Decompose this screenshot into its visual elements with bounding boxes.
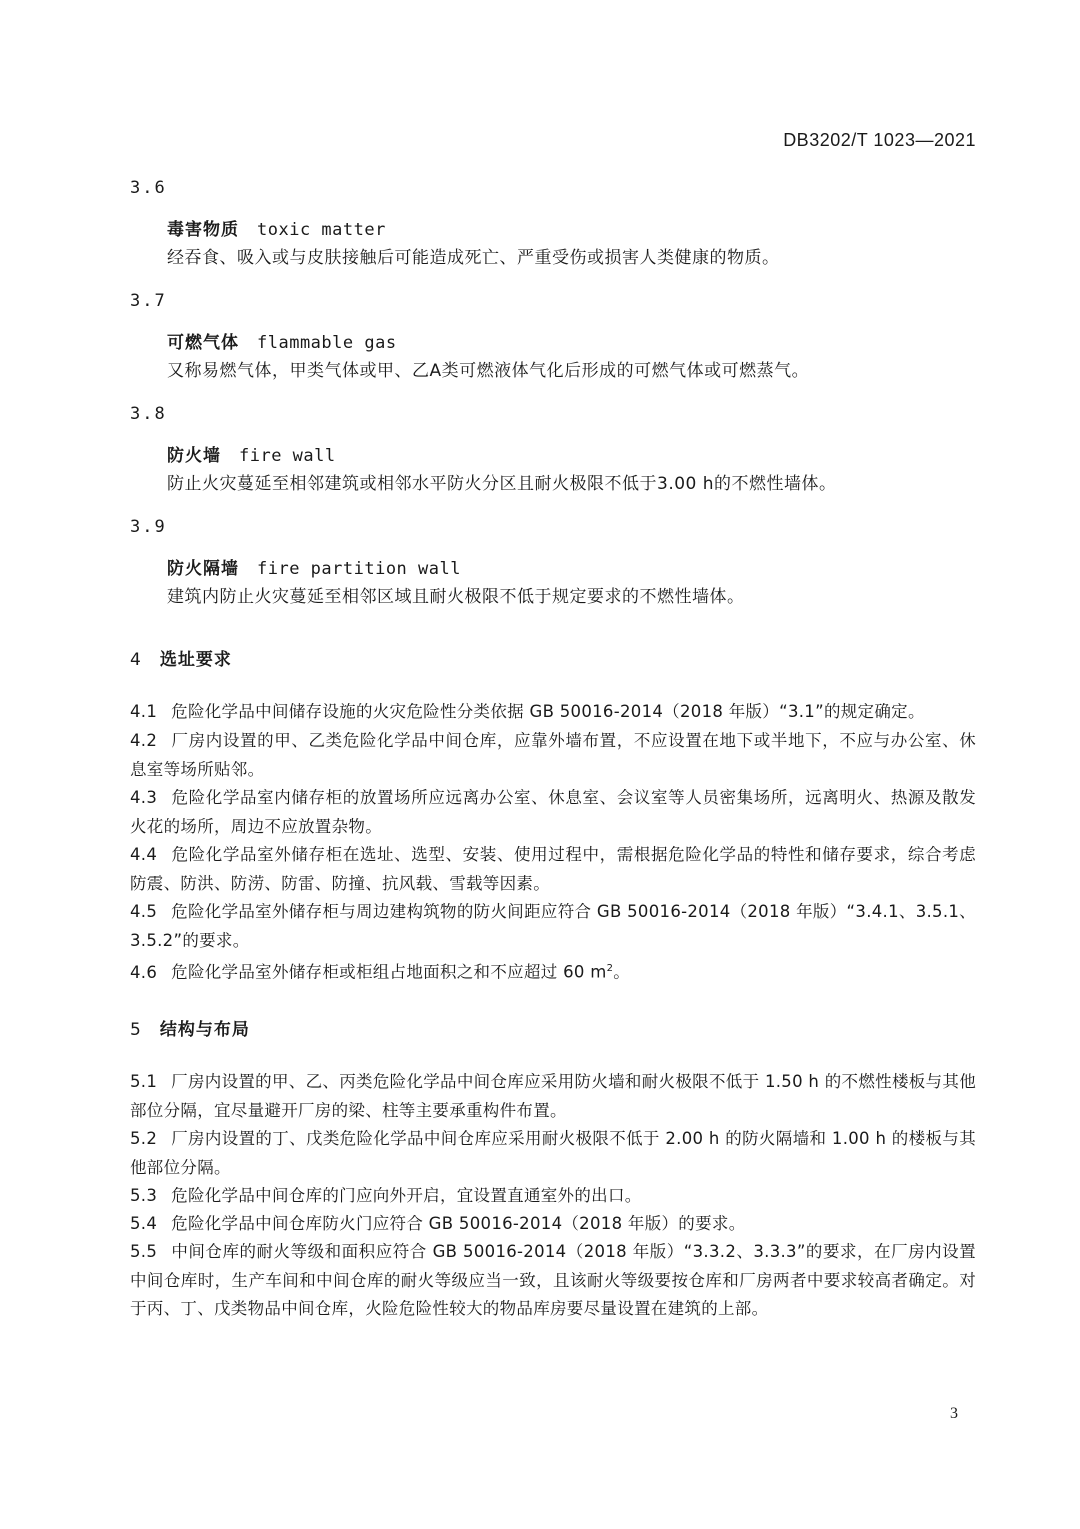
- term-definition: 经吞食、吸入或与皮肤接触后可能造成死亡、严重受伤或损害人类健康的物质。: [167, 248, 780, 268]
- clause-number: 4.1: [130, 702, 158, 721]
- chapter-heading: [130, 1015, 250, 1040]
- term-title-en: fire partition wall: [257, 559, 461, 579]
- term-definition: 防止火灾蔓延至相邻建筑或相邻水平防火分区且耐火极限不低于3.00 h的不燃性墙体。: [167, 474, 837, 494]
- clause-text: 危险化学品中间仓库的门应向外开启，宜设置直通室外的出口。: [171, 1186, 642, 1205]
- clause-text: 厂房内设置的丁、戊类危险化学品中间仓库应采用耐火极限不低于 2.00 h 的防火隔墙和 1.00 h 的楼板与其他部位分隔。: [130, 1129, 976, 1177]
- clause-text: 危险化学品中间仓库防火门应符合 GB 50016-2014（2018 年版）的要求。: [171, 1214, 746, 1233]
- clause: [130, 784, 976, 841]
- clause: [130, 1238, 976, 1324]
- term-title: [167, 329, 397, 357]
- clause: [130, 1125, 976, 1182]
- clause: [130, 898, 976, 955]
- chapter-title: 结构与布局: [159, 1020, 250, 1040]
- term-title-zh: 防火隔墙: [167, 559, 239, 579]
- chapter-number: 5: [130, 1020, 142, 1040]
- clause-number: 5.2: [130, 1129, 158, 1148]
- clause-number: 4.5: [130, 902, 158, 921]
- term-title: [167, 442, 336, 470]
- clause-number: 4.2: [130, 731, 158, 750]
- term-title: [167, 555, 461, 583]
- clause-text: 厂房内设置的甲、乙、丙类危险化学品中间仓库应采用防火墙和耐火极限不低于 1.50 h 的不燃性楼板与其他部位分隔，宜尽量避开厂房的梁、柱等主要承重构件布置。: [130, 1072, 976, 1120]
- clause-number: 4.4: [130, 845, 158, 864]
- term-title-zh: 可燃气体: [167, 333, 239, 353]
- chapter-number: 4: [130, 650, 142, 670]
- clause: [130, 698, 976, 727]
- clause-number: 5.1: [130, 1072, 158, 1091]
- term-number: 3.9: [130, 517, 167, 537]
- term-definition: 建筑内防止火灾蔓延至相邻区域且耐火极限不低于规定要求的不燃性墙体。: [167, 587, 745, 607]
- clause-number: 5.3: [130, 1186, 158, 1205]
- clause-text: 危险化学品室外储存柜与周边建构筑物的防火间距应符合 GB 50016-2014（2018 年版）“3.4.1、3.5.1、3.5.2”的要求。: [130, 902, 976, 950]
- clause-text: 中间仓库的耐火等级和面积应符合 GB 50016-2014（2018 年版）“3.3.2、3.3.3”的要求，在厂房内设置中间仓库时，生产车间和中间仓库的耐火等级应当一致，且该耐火等级要按仓库和厂房两者中要求较高者确定。对于丙、丁、戊类物品中间仓库，火险危险性较大的物品库房要尽量设置在建筑的上部。: [130, 1242, 976, 1318]
- term-number: 3.7: [130, 291, 167, 311]
- clause-number: 4.3: [130, 788, 158, 807]
- term-number: 3.8: [130, 404, 167, 424]
- term-title-en: flammable gas: [257, 333, 397, 353]
- term-number: 3.6: [130, 178, 167, 198]
- term-title-zh: 毒害物质: [167, 220, 239, 240]
- clause-text: 危险化学品中间储存设施的火灾危险性分类依据 GB 50016-2014（2018 年版）“3.1”的规定确定。: [171, 702, 925, 721]
- document-code: DB3202/T 1023—2021: [783, 130, 976, 150]
- term-title: [167, 216, 386, 244]
- clause: [130, 1182, 976, 1211]
- term-title-zh: 防火墙: [167, 446, 221, 466]
- clause-text: 厂房内设置的甲、乙类危险化学品中间仓库，应靠外墙布置，不应设置在地下或半地下，不应与办公室、休息室等场所贴邻。: [130, 731, 976, 779]
- clause: [130, 841, 976, 898]
- clause-text: 危险化学品室外储存柜或柜组占地面积之和不应超过 60 m: [171, 962, 607, 982]
- clause-number: 4.6: [130, 962, 158, 982]
- clause-text-end: 。: [613, 962, 631, 982]
- clause-text: 危险化学品室外储存柜在选址、选型、安装、使用过程中，需根据危险化学品的特性和储存要求，综合考虑防震、防洪、防涝、防雷、防撞、抗风载、雪载等因素。: [130, 845, 976, 893]
- chapter-heading: [130, 645, 232, 670]
- chapter-title: 选址要求: [159, 650, 232, 670]
- clause: [130, 1068, 976, 1125]
- clause-number: 5.4: [130, 1214, 158, 1233]
- term-title-en: fire wall: [239, 446, 336, 466]
- clause: [130, 727, 976, 784]
- clause-text: 危险化学品室内储存柜的放置场所应远离办公室、休息室、会议室等人员密集场所，远离明火、热源及散发火花的场所，周边不应放置杂物。: [130, 788, 976, 836]
- clause: [130, 955, 976, 987]
- page-number: 3: [950, 1405, 958, 1422]
- superscript: 2: [606, 963, 614, 974]
- term-definition: 又称易燃气体，甲类气体或甲、乙A类可燃液体气化后形成的可燃气体或可燃蒸气。: [167, 361, 810, 381]
- clause: [130, 1210, 976, 1239]
- clause-number: 5.5: [130, 1242, 158, 1261]
- term-title-en: toxic matter: [257, 220, 386, 240]
